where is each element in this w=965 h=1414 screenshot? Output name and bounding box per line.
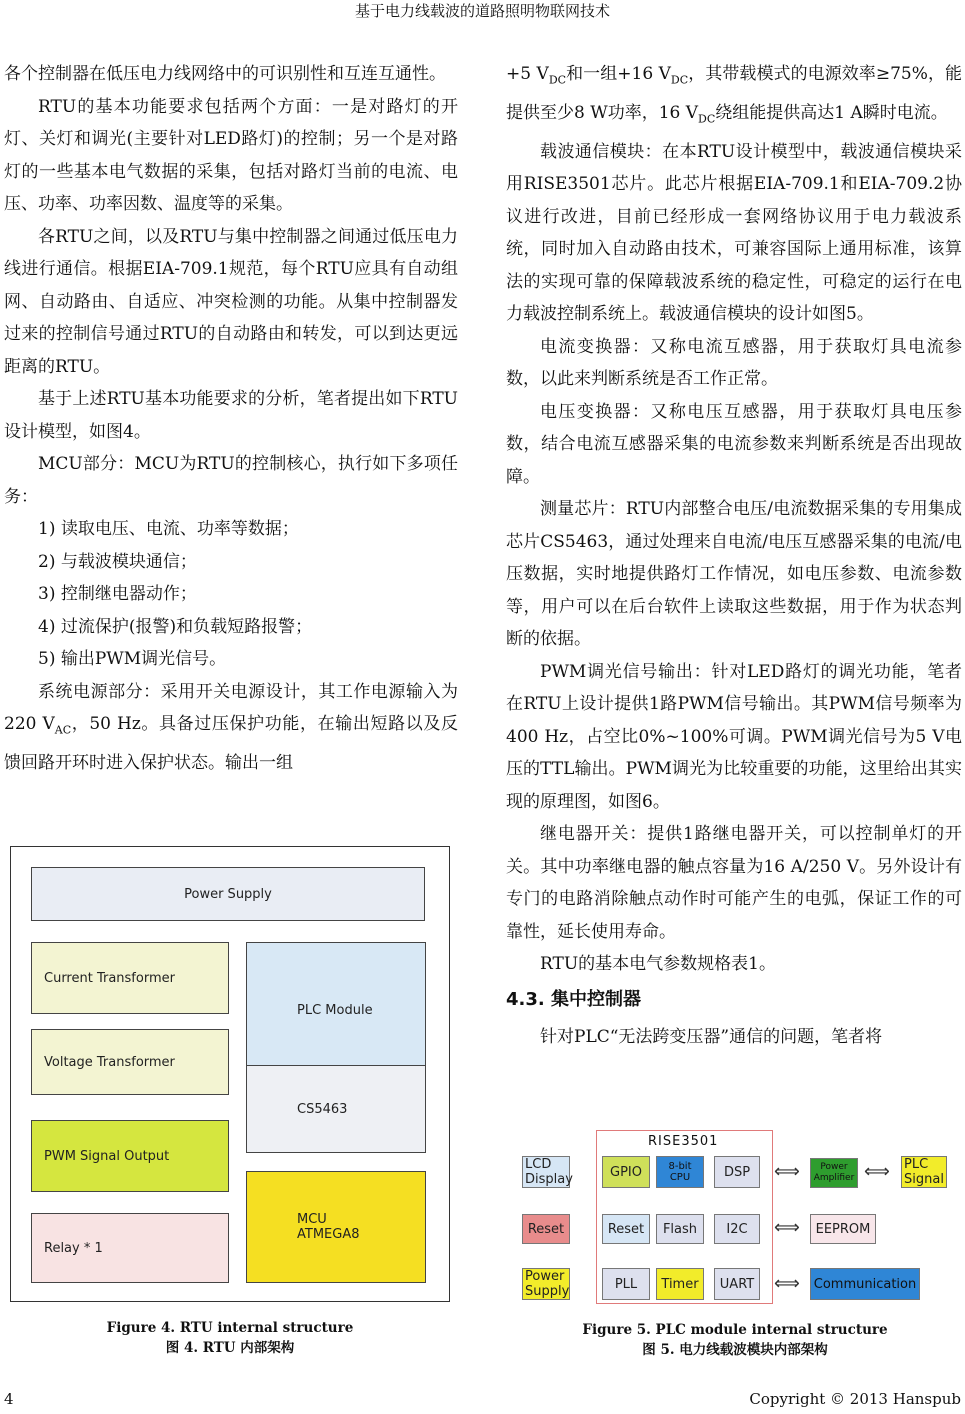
cs5463-block: CS5463 — [246, 1065, 426, 1153]
copyright: Copyright © 2013 Hanspub — [749, 1390, 961, 1408]
paragraph: RTU的基本电气参数规格表1。 — [540, 954, 776, 975]
pll-block: PLL — [602, 1268, 650, 1300]
block-label: Supply — [525, 1284, 570, 1299]
figure-4-caption — [70, 1318, 390, 1358]
voltage-transformer-block: Voltage Transformer — [31, 1029, 229, 1095]
paragraph: RTU的基本功能要求包括两个方面：一是对路灯的开灯、关灯和调光(主要针对LED路灯)的控制；另一个是对路灯的一些基本电气数据的采集，包括对路灯当前的电流、电压、功率、功率因数、温度等的采集。 — [4, 96, 458, 214]
paragraph: 针对PLC“无法跨变压器”通信的问题，笔者将 — [540, 1026, 883, 1047]
figure-5-diagram — [520, 1128, 950, 1306]
paragraph — [4, 676, 458, 780]
timer-block: Timer — [656, 1268, 704, 1300]
gpio-block: GPIO — [602, 1156, 650, 1188]
caption-cn: 图 4. RTU 内部架构 — [165, 1340, 295, 1356]
caption-en: Figure 4. RTU internal structure — [106, 1320, 354, 1336]
mcu-block — [246, 1171, 426, 1283]
text-run: ，其带载模式的电源效率≥75%，能提供至少8 W功率，16 V — [506, 64, 963, 123]
double-arrow-icon: ⟺ — [774, 1273, 800, 1294]
text-run: +5 V — [506, 64, 549, 84]
subscript: DC — [670, 73, 689, 87]
block-label: Power — [820, 1162, 848, 1172]
subscript: AC — [54, 723, 72, 737]
paragraph: 基于上述RTU基本功能要求的分析，笔者提出如下RTU设计模型，如图4。 — [4, 389, 458, 442]
block-label: Signal — [904, 1172, 944, 1187]
paragraph — [506, 58, 962, 136]
flash-block: Flash — [656, 1214, 704, 1244]
figure-5-caption — [560, 1320, 910, 1360]
list-item: 5) 输出PWM调光信号。 — [38, 649, 227, 669]
power-amplifier-block — [810, 1158, 858, 1188]
caption-cn: 图 5. 电力线载波模块内部架构 — [642, 1342, 828, 1358]
uart-block: UART — [714, 1268, 760, 1300]
pwm-output-block: PWM Signal Output — [31, 1120, 229, 1192]
page-number: 4 — [4, 1390, 14, 1408]
relay-block: Relay * 1 — [31, 1213, 229, 1283]
block-label: PLC — [904, 1157, 929, 1172]
subscript: DC — [548, 73, 567, 87]
mcu-model: ATMEGA8 — [297, 1227, 360, 1242]
paragraph: 电流变换器：又称电流互感器，用于获取灯具电流参数，以此来判断系统是否工作正常。 — [506, 336, 962, 390]
left-column — [4, 58, 458, 779]
power-supply-block: Power Supply — [31, 867, 425, 921]
figure-4-diagram — [10, 846, 450, 1302]
text-run: ，50 Hz。具备过压保护功能，在输出短路以及反馈回路开环时进入保护状态。输出一组 — [4, 714, 458, 773]
paragraph: MCU部分：MCU为RTU的控制核心，执行如下多项任务： — [4, 454, 458, 507]
right-column — [506, 58, 962, 1053]
eeprom-block: EEPROM — [810, 1214, 876, 1244]
list-item: 3) 控制继电器动作； — [38, 584, 197, 604]
paragraph: 电压变换器：又称电压互感器，用于获取灯具电压参数，结合电流互感器采集的电流参数来判断系统是否出现故障。 — [506, 401, 962, 487]
communication-block: Communication — [810, 1268, 920, 1300]
cpu-block: 8-bit CPU — [656, 1156, 704, 1188]
mcu-label: MCU — [297, 1212, 327, 1227]
plc-module-block: PLC Module — [246, 942, 426, 1078]
paragraph: 测量芯片：RTU内部整合电压/电流数据采集的专用集成芯片CS5463，通过处理来自电流/电压互感器采集的电流/电压数据，实时地提供路灯工作情况，如电压参数、电流参数等，用户可以在后台软件上读取这些数据，用于作为状态判断的依据。 — [506, 499, 962, 650]
lcd-display-block — [522, 1156, 573, 1188]
power-supply-block — [522, 1268, 570, 1300]
list-item: 1) 读取电压、电流、功率等数据； — [38, 519, 299, 539]
paragraph: 继电器开关：提供1路继电器开关，可以控制单灯的开关。其中功率继电器的触点容量为16 A/250 V。另外设计有专门的电路消除触点动作时可能产生的电弧，保证工作的可靠性，延长使用寿命。 — [506, 824, 962, 942]
running-header: 基于电力线载波的道路照明物联网技术 — [354, 2, 610, 20]
caption-en: Figure 5. PLC module internal structure — [582, 1322, 888, 1338]
text-run: 绕组能提供高达1 A瞬时电流。 — [715, 102, 948, 123]
dsp-block: DSP — [714, 1156, 760, 1188]
list-item: 2) 与载波模块通信； — [38, 551, 197, 572]
double-arrow-icon: ⟺ — [774, 1217, 800, 1238]
block-label: LCD — [525, 1157, 552, 1172]
paragraph: 载波通信模块：在本RTU设计模型中，载波通信模块采用RISE3501芯片。此芯片根据EIA-709.1和EIA-709.2协议进行改进，目前已经形成一套网络协议用于电力载波系统，同时加入自动路由技术，可兼容国际上通用标准，该算法的实现可靠的保障载波系统的稳定性，可稳定的运行在电力载波控制系统上。载波通信模块的设计如图5。 — [506, 141, 962, 325]
plc-signal-block — [901, 1156, 947, 1188]
double-arrow-icon: ⟺ — [864, 1161, 890, 1182]
subscript: DC — [698, 112, 716, 126]
paragraph: 各个控制器在低压电力线网络中的可识别性和互连互通性。 — [4, 64, 446, 84]
reset-external-block: Reset — [522, 1214, 570, 1244]
section-heading: 4.3. 集中控制器 — [506, 988, 641, 1010]
list-item: 4) 过流保护(报警)和负载短路报警； — [38, 616, 313, 637]
block-label: Power — [525, 1269, 565, 1284]
i2c-block: I2C — [714, 1214, 760, 1244]
chip-label: RISE3501 — [648, 1134, 719, 1149]
current-transformer-block: Current Transformer — [31, 942, 229, 1014]
paragraph: 各RTU之间，以及RTU与集中控制器之间通过低压电力线进行通信。根据EIA-709.1规范，每个RTU应具有自动组网、自动路由、自适应、冲突检测的功能。从集中控制器发过来的控制信号通过RTU的自动路由和转发，可以到达更远距离的RTU。 — [4, 226, 458, 377]
text-run: 和一组+16 V — [566, 64, 671, 84]
block-label: Display — [525, 1172, 573, 1187]
paragraph: PWM调光信号输出：针对LED路灯的调光功能，笔者在RTU上设计提供1路PWM信号输出。其PWM信号频率为400 Hz，占空比0%~100%可调。PWM调光信号为5 V电压的TTL输出。PWM调光为比较重要的功能，这里给出其实现的原理图，如图6。 — [506, 661, 962, 812]
reset-internal-block: Reset — [602, 1214, 650, 1244]
block-label: Amplifier — [813, 1173, 855, 1183]
double-arrow-icon: ⟺ — [774, 1161, 800, 1182]
text-run: 系统电源部分：采用开关电源设计，其工作电源输入为220 V — [4, 681, 458, 734]
